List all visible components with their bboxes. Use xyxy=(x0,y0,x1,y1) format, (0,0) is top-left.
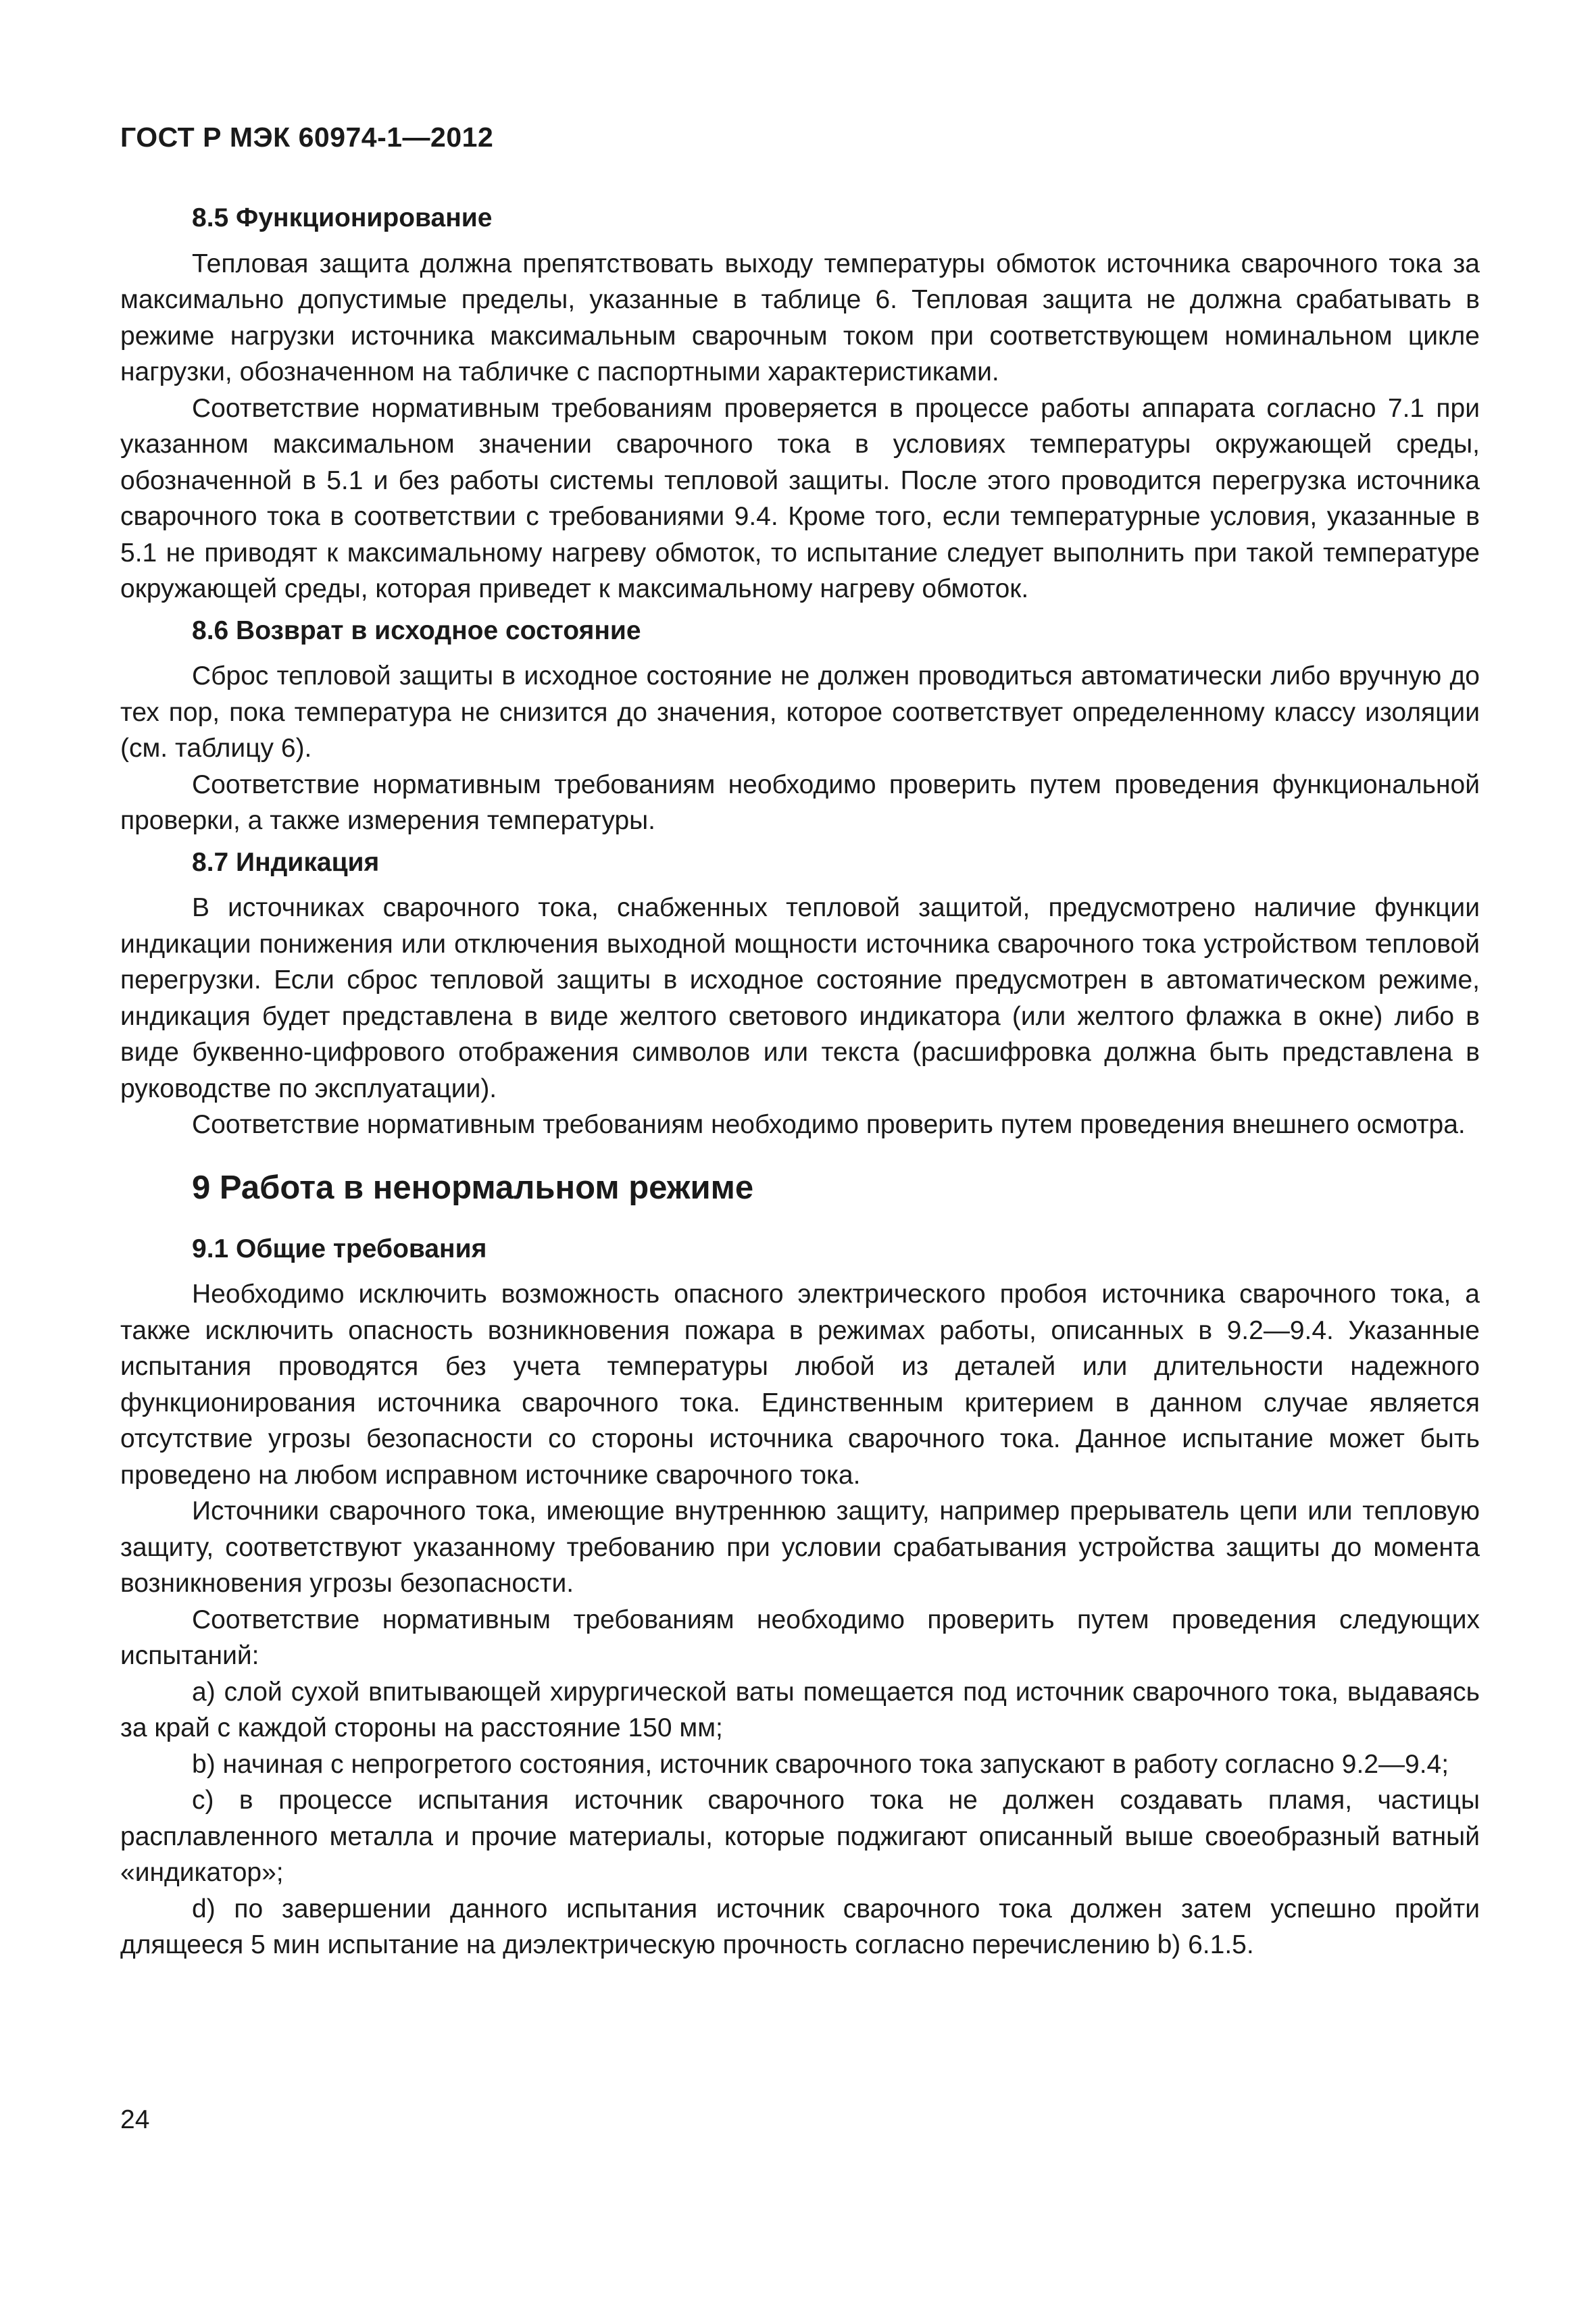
section-heading-8-5: 8.5 Функционирование xyxy=(192,203,493,232)
document-header: ГОСТ Р МЭК 60974-1—2012 xyxy=(120,122,494,153)
list-item-a: a) слой сухой впитывающей хирургической ваты помещается под источник сварочного тока, выдаваясь за край с каждой стороны на расстояние 150 мм; xyxy=(120,1677,1480,1742)
paragraph: Источники сварочного тока, имеющие внутреннюю защиту, например прерыватель цепи или тепловую защиту, соответствуют указанному требованию при условии срабатывания устройства защиты до момента возникновения угрозы безопасности. xyxy=(120,1496,1480,1598)
paragraph: Соответствие нормативным требованиям необходимо проверить путем проведения внешнего осмотра. xyxy=(192,1110,1466,1139)
paragraph: Тепловая защита должна препятствовать выходу температуры обмоток источника сварочного тока за максимально допустимые пределы, указанные в таблице 6. Тепловая защита не должна срабатывать в режиме нагрузки источника максимальным сварочным током при соответствующем номинальном цикле нагрузки, обозначенном на табличке с паспортными характеристиками. xyxy=(120,249,1480,386)
section-heading-9-1: 9.1 Общие требования xyxy=(192,1234,487,1263)
list-item-b: b) начиная с непрогретого состояния, источник сварочного тока запускают в работу согласно 9.2—9.4; xyxy=(192,1749,1449,1779)
section-heading-8-7: 8.7 Индикация xyxy=(192,847,380,877)
chapter-heading-9: 9 Работа в ненормальном режиме xyxy=(192,1169,754,1206)
section-heading-8-6: 8.6 Возврат в исходное состояние xyxy=(192,615,641,645)
page-number: 24 xyxy=(120,2105,150,2134)
list-item-d: d) по завершении данного испытания источник сварочного тока должен затем успешно пройти длящееся 5 мин испытание на диэлектрическую прочность согласно перечислению b) 6.1.5. xyxy=(120,1894,1480,1959)
paragraph: Сброс тепловой защиты в исходное состояние не должен проводиться автоматически либо вручную до тех пор, пока температура не снизится до значения, которое соответствует определенному классу изоляции (см. таблицу 6). xyxy=(120,661,1480,763)
paragraph: Необходимо исключить возможность опасного электрического пробоя источника сварочного тока, а также исключить опасность возникновения пожара в режимах работы, описанных в 9.2—9.4. Указанные испытания проводятся без учета температуры любой из деталей или длительности надежного функционирования источника сварочного тока. Единственным критерием в данном случае является отсутствие угрозы безопасности со стороны источника сварочного тока. Данное испытание может быть проведено на любом исправном источнике сварочного тока. xyxy=(120,1280,1480,1490)
paragraph: В источниках сварочного тока, снабженных тепловой защитой, предусмотрено наличие функции индикации понижения или отключения выходной мощности источника сварочного тока устройством тепловой перегрузки. Если сброс тепловой защиты в исходное состояние предусмотрен в автоматическом режиме, индикация будет представлена в виде желтого светового индикатора (или желтого флажка в окне) либо в виде буквенно-цифрового отображения символов или текста (расшифровка должна быть представлена в руководстве по эксплуатации). xyxy=(120,893,1480,1103)
list-item-c: c) в процессе испытания источник сварочного тока не должен создавать пламя, частицы расплавленного металла и прочие материалы, которые поджигают описанный выше своеобразный ватный «индикатор»; xyxy=(120,1786,1480,1887)
document-body xyxy=(120,200,1480,1963)
paragraph: Соответствие нормативным требованиям необходимо проверить путем проведения функциональной проверки, а также измерения температуры. xyxy=(120,770,1480,835)
paragraph: Соответствие нормативным требованиям проверяется в процессе работы аппарата согласно 7.1 при указанном максимальном значении сварочного тока в условиях температуры окружающей среды, обозначенной в 5.1 и без работы системы тепловой защиты. После этого проводится перегрузка источника сварочного тока в соответствии с требованиями 9.4. Кроме того, если температурные условия, указанные в 5.1 не приводят к максимальному нагреву обмоток, то испытание следует выполнить при такой температуре окружающей среды, которая приведет к максимальному нагреву обмоток. xyxy=(120,393,1480,603)
paragraph: Соответствие нормативным требованиям необходимо проверить путем проведения следующих испытаний: xyxy=(120,1605,1480,1670)
